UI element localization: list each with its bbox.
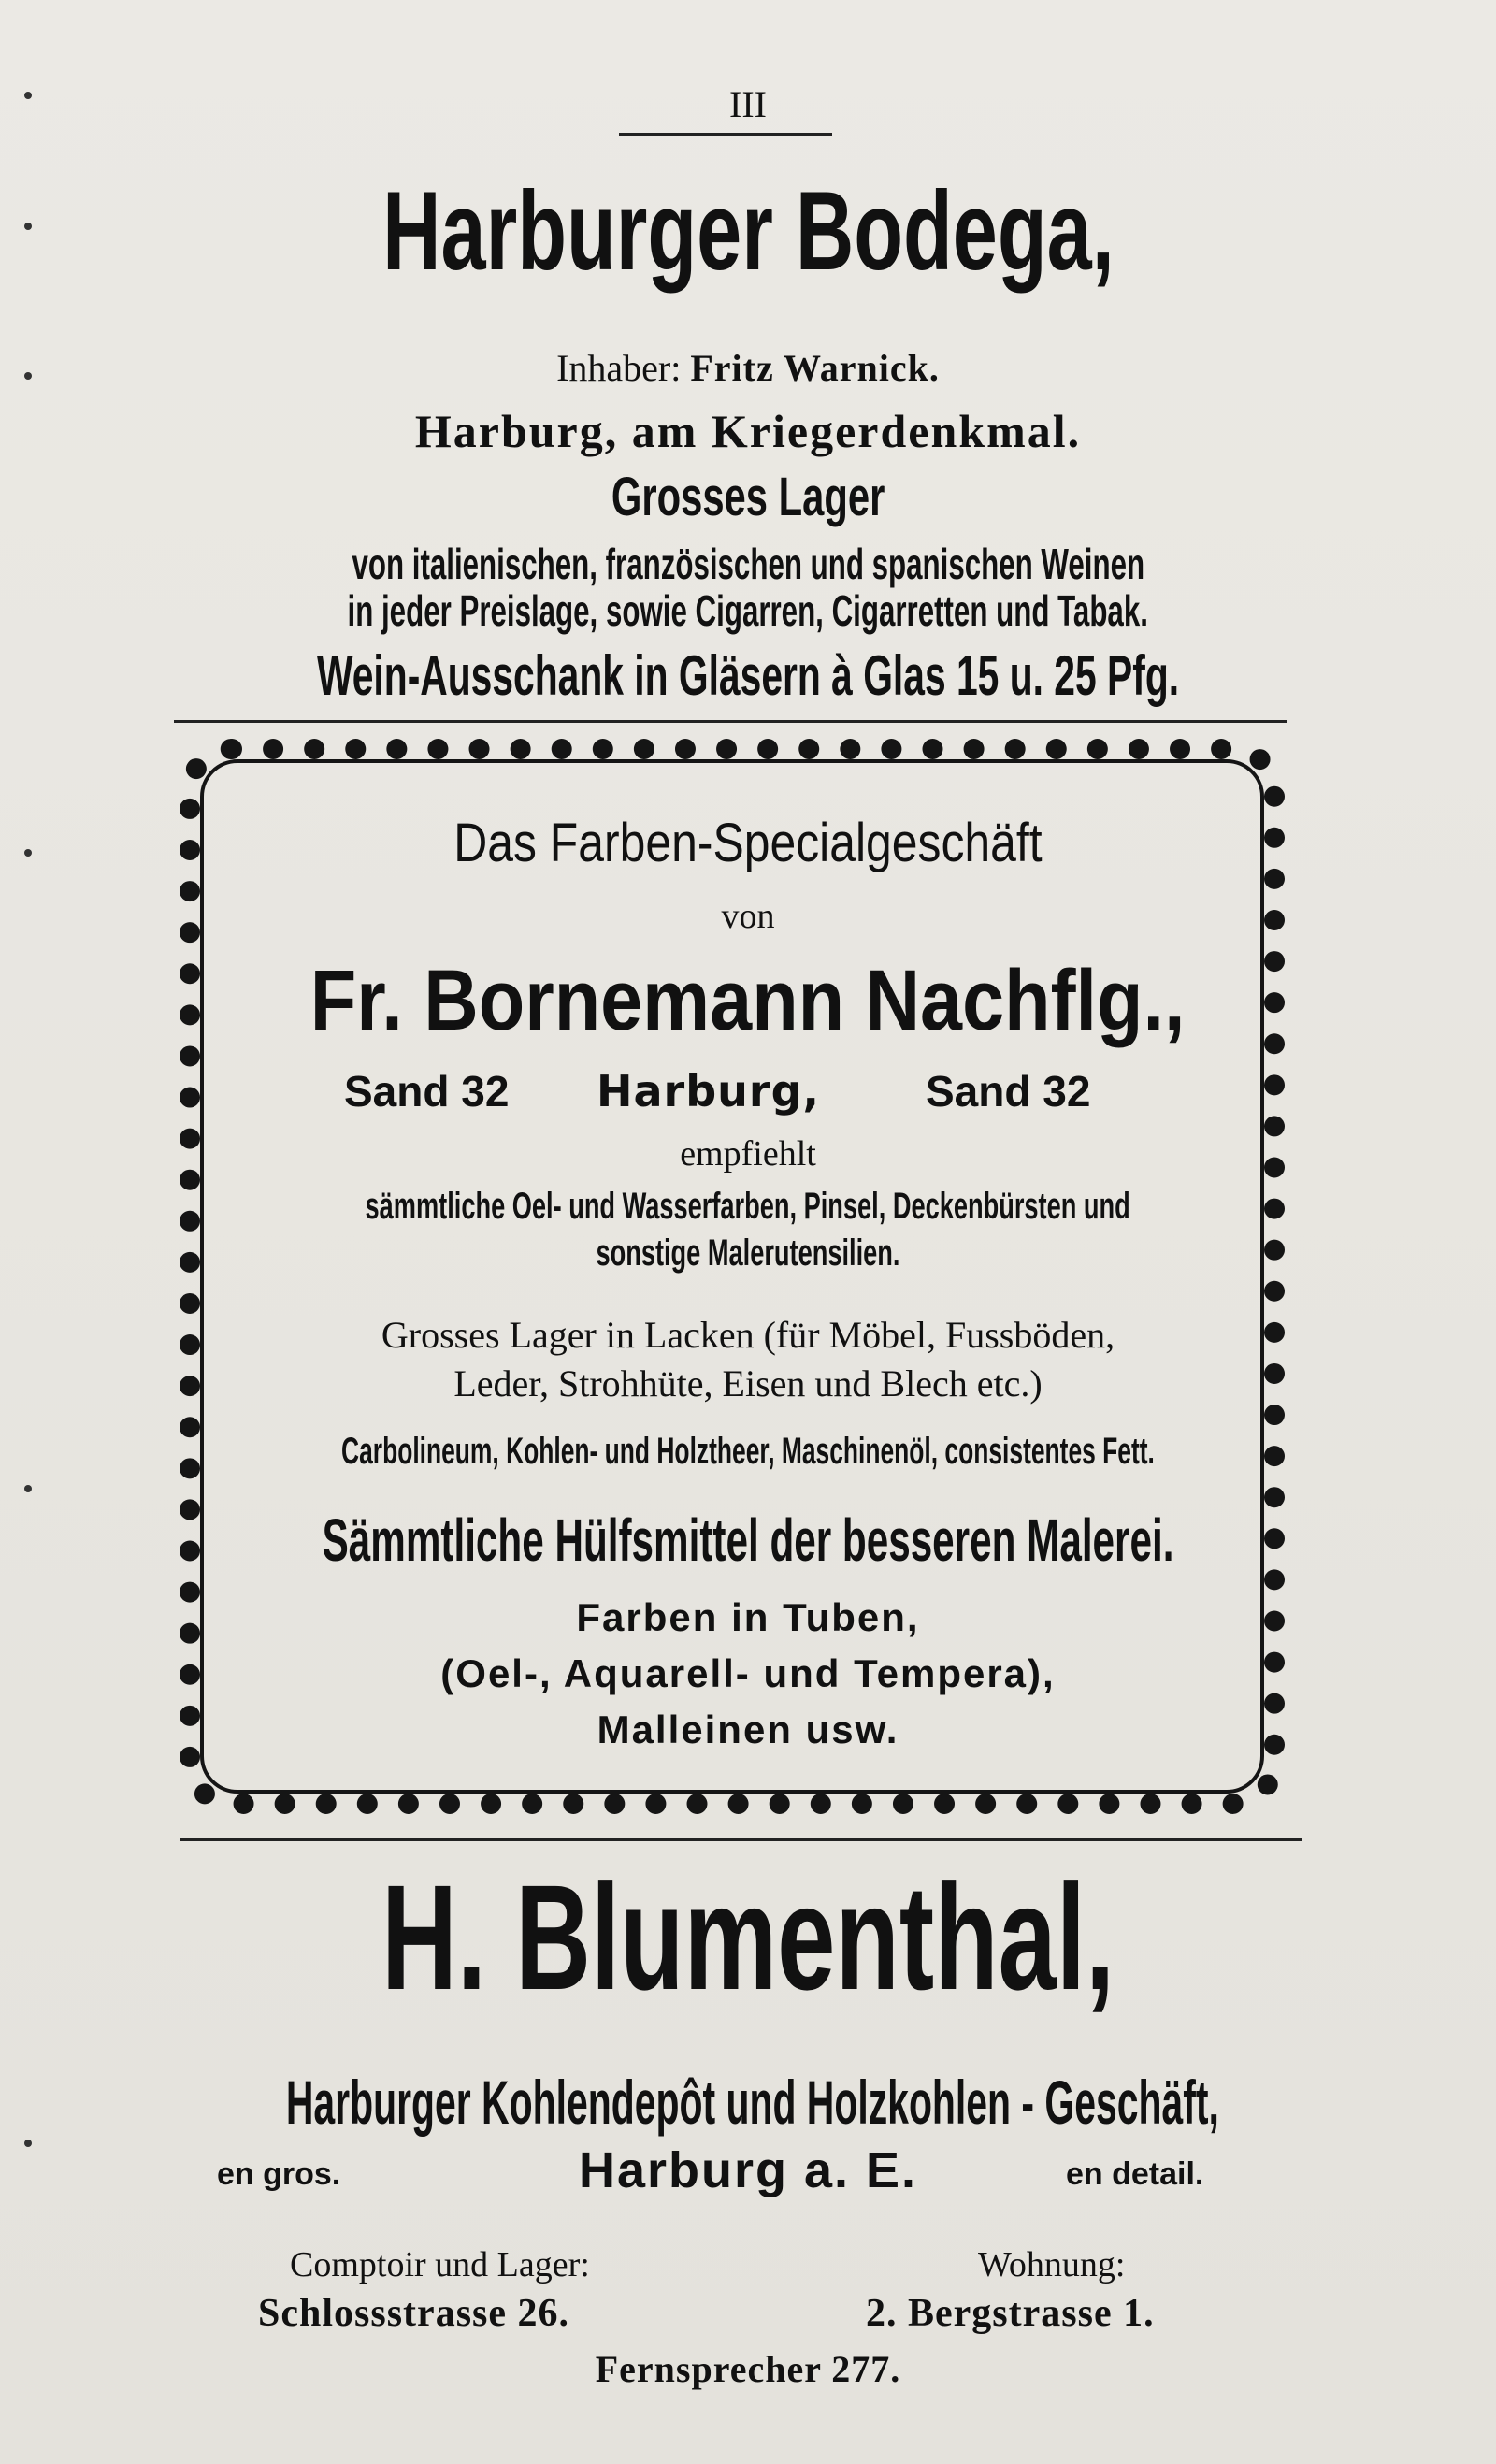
carbolineum-line: Carbolineum, Kohlen- und Holztheer, Maschinenöl, consistentes Fett. (341, 1431, 1155, 1472)
page-number-rule (619, 133, 832, 136)
products-line-2: sonstige Malerutensilien. (596, 1232, 900, 1274)
malleinen-line: Malleinen usw. (597, 1708, 899, 1751)
bodega-wines-line-1: von italienischen, französischen und spanischen Weinen (352, 540, 1144, 588)
bornemann-address-row (0, 1066, 1496, 1122)
blumenthal-city: Harburg a. E. (578, 2142, 918, 2198)
section-divider-bottom (180, 1838, 1302, 1841)
blumenthal-title: H. Blumenthal, (381, 1853, 1115, 2021)
bodega-title: Harburger Bodega, (381, 168, 1115, 294)
page-number: III (729, 83, 767, 125)
comptoir-address: Schlossstrasse 26. (258, 2292, 570, 2335)
bornemann-heading: Das Farben-Specialgeschäft (453, 813, 1043, 873)
wohnung-address: 2. Bergstrasse 1. (866, 2292, 1155, 2335)
bodega-lager-heading: Grosses Lager (611, 467, 885, 527)
tuben-line: Farben in Tuben, (576, 1595, 920, 1639)
comptoir-label: Comptoir und Lager: (290, 2245, 590, 2284)
sand-right: Sand 32 (926, 1067, 1091, 1116)
wohnung-label: Wohnung: (978, 2245, 1126, 2284)
huelfsmittel-line: Sämmtliche Hülfsmittel der besseren Malerei. (322, 1506, 1174, 1574)
bornemann-empfiehlt: empfiehlt (680, 1134, 816, 1174)
bornemann-von: von (721, 897, 775, 936)
aquarell-line: (Oel-, Aquarell- und Tempera), (440, 1651, 1056, 1695)
en-gros-label: en gros. (217, 2156, 341, 2192)
lack-line-2: Leder, Strohhüte, Eisen und Blech etc.) (453, 1362, 1043, 1405)
bornemann-city: Harburg, (597, 1066, 820, 1117)
products-line-1: sämmtliche Oel- und Wasserfarben, Pinsel, Deckenbürsten und (365, 1186, 1131, 1227)
bodega-owner-line (0, 346, 1496, 390)
section-divider-top (174, 720, 1287, 723)
bornemann-name: Fr. Bornemann Nachflg., (310, 953, 1186, 1048)
blumenthal-business: Harburger Kohlendepôt und Holzkohlen - Geschäft, (285, 2068, 1219, 2137)
owner-name: Fritz Warnick. (690, 347, 940, 389)
blumenthal-city-row (0, 2141, 1496, 2207)
sand-left: Sand 32 (344, 1067, 510, 1116)
bodega-location: Harburg, am Kriegerdenkmal. (414, 405, 1082, 457)
bodega-ausschank: Wein-Ausschank in Gläsern à Glas 15 u. 25 Pfg. (316, 644, 1180, 707)
en-detail-label: en detail. (1066, 2156, 1204, 2192)
blumenthal-phone: Fernsprecher 277. (595, 2348, 901, 2390)
owner-label: Inhaber: (556, 347, 682, 389)
lack-line-1: Grosses Lager in Lacken (für Möbel, Fussböden, (381, 1314, 1115, 1356)
bodega-wines-line-2: in jeder Preislage, sowie Cigarren, Cigarretten und Tabak. (347, 586, 1149, 635)
